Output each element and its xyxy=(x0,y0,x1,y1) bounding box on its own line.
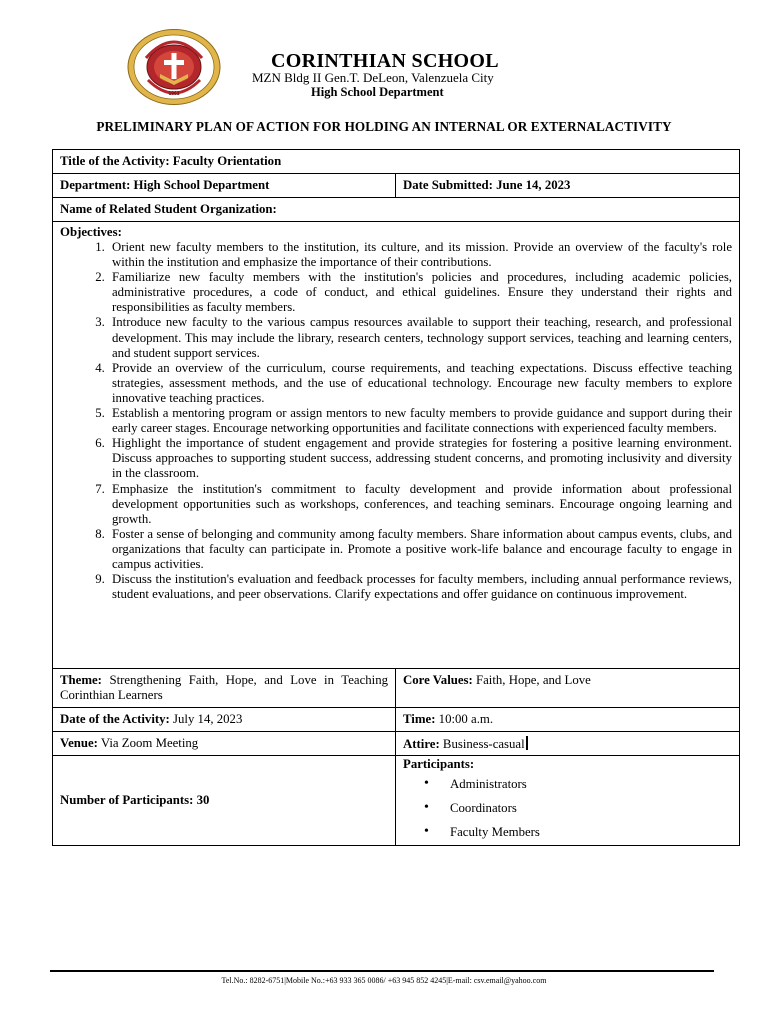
participant-item: • Administrators xyxy=(424,772,732,796)
document-title: PRELIMINARY PLAN OF ACTION FOR HOLDING AN INTERNAL OR EXTERNALACTIVITY xyxy=(96,119,672,134)
objective-item: 6. Highlight the importance of student engagement and provide strategies for fostering a positive learning environment. Discuss approaches to supporting student success, addressing student concerns, and promoting inclusivity and diversity in the classroom. xyxy=(108,436,732,481)
venue-value: Via Zoom Meeting xyxy=(100,736,199,750)
date-submitted-cell: Date Submitted: June 14, 2023 xyxy=(396,174,740,198)
activity-title-cell: Title of the Activity: Faculty Orientation xyxy=(53,150,740,174)
participants-list xyxy=(403,772,732,844)
time-label: Time: xyxy=(403,712,436,726)
venue-label: Venue: xyxy=(60,736,98,750)
objectives-label: Objectives: xyxy=(60,225,122,239)
participant-item: • Faculty Members xyxy=(424,820,732,844)
attire-value: Business-casual xyxy=(442,736,525,751)
theme-cell xyxy=(53,669,396,708)
text-cursor xyxy=(526,736,528,750)
attire-label: Attire: xyxy=(403,736,440,751)
number-of-participants-cell: Number of Participants: 30 xyxy=(53,756,396,846)
objective-item: 9. Discuss the institution's evaluation and feedback processes for faculty members, including annual performance reviews, student evaluations, and peer observations. Clarify expectations and offer guidance on continuous improvement. xyxy=(108,572,732,602)
svg-text:1961: 1961 xyxy=(168,91,180,97)
department-cell: Department: High School Department xyxy=(53,174,396,198)
school-department: High School Department xyxy=(311,85,444,99)
time-value: 10:00 a.m. xyxy=(438,712,494,726)
theme-value: Strengthening Faith, Hope, and Love in Teaching Corinthian Learners xyxy=(60,673,389,702)
objective-item: 7. Emphasize the institution's commitment to faculty development and provide information about professional development opportunities such as workshops, conferences, and teaching seminars. Encourage ongoing learning and growth. xyxy=(108,482,732,527)
objective-item: 8. Foster a sense of belonging and community among faculty members. Share information about campus events, clubs, and organizations that faculty can participate in. Promote a positive work-life balance and encourage faculty to engage in campus activities. xyxy=(108,527,732,572)
related-org-cell: Name of Related Student Organization: xyxy=(53,198,740,222)
objective-item: 4. Provide an overview of the curriculum, course requirements, and teaching expectations. Discuss effective teaching strategies, assessment methods, and the use of educational technology. Encourage new faculty members to explore innovative teaching practices. xyxy=(108,361,732,406)
objective-item: 2. Familiarize new faculty members with the institution's policies and procedures, including academic policies, administrative procedures, a code of conduct, and ethical guidelines. Ensure they understand their rights and responsibilities as faculty members. xyxy=(108,270,732,315)
objective-item: 5. Establish a mentoring program or assign mentors to new faculty members to provide guidance and support during their early career stages. Encourage networking opportunities and facilitate connections with experienced faculty members. xyxy=(108,406,732,436)
attire-cell[interactable] xyxy=(396,732,740,756)
core-values-value: Faith, Hope, and Love xyxy=(476,673,591,687)
core-values-label: Core Values: xyxy=(403,673,473,687)
objectives-list xyxy=(60,240,732,602)
participant-item: • Coordinators xyxy=(424,796,732,820)
participants-label: Participants: xyxy=(403,757,475,771)
date-activity-value: July 14, 2023 xyxy=(173,712,243,726)
footer-contact: Tel.No.: 8282-6751|Mobile No.:+63 933 365 0086/ +63 945 852 4245|E-mail: csv.email@yahoo.com xyxy=(221,976,547,985)
date-activity-cell xyxy=(53,708,396,732)
plan-of-action-form xyxy=(52,149,740,846)
objectives-cell xyxy=(53,222,740,669)
core-values-cell xyxy=(396,669,740,708)
date-activity-label: Date of the Activity: xyxy=(60,712,170,726)
time-cell xyxy=(396,708,740,732)
objective-item: 3. Introduce new faculty to the various campus resources available to support their teaching, research, and professional development. This may include the library, research centers, technology support services, teaching and learning centers, and student support services. xyxy=(108,315,732,360)
footer-divider xyxy=(50,970,714,972)
objective-item: 1. Orient new faculty members to the institution, its culture, and its mission. Provide an overview of the faculty's role within the institution and emphasize the importance of their contributions. xyxy=(108,240,732,270)
venue-cell xyxy=(53,732,396,756)
theme-label: Theme: xyxy=(60,673,102,687)
school-seal-logo xyxy=(126,28,222,106)
school-name: CORINTHIAN SCHOOL xyxy=(271,50,499,72)
participants-cell xyxy=(396,756,740,846)
school-address: MZN Bldg II Gen.T. DeLeon, Valenzuela City xyxy=(252,70,494,85)
